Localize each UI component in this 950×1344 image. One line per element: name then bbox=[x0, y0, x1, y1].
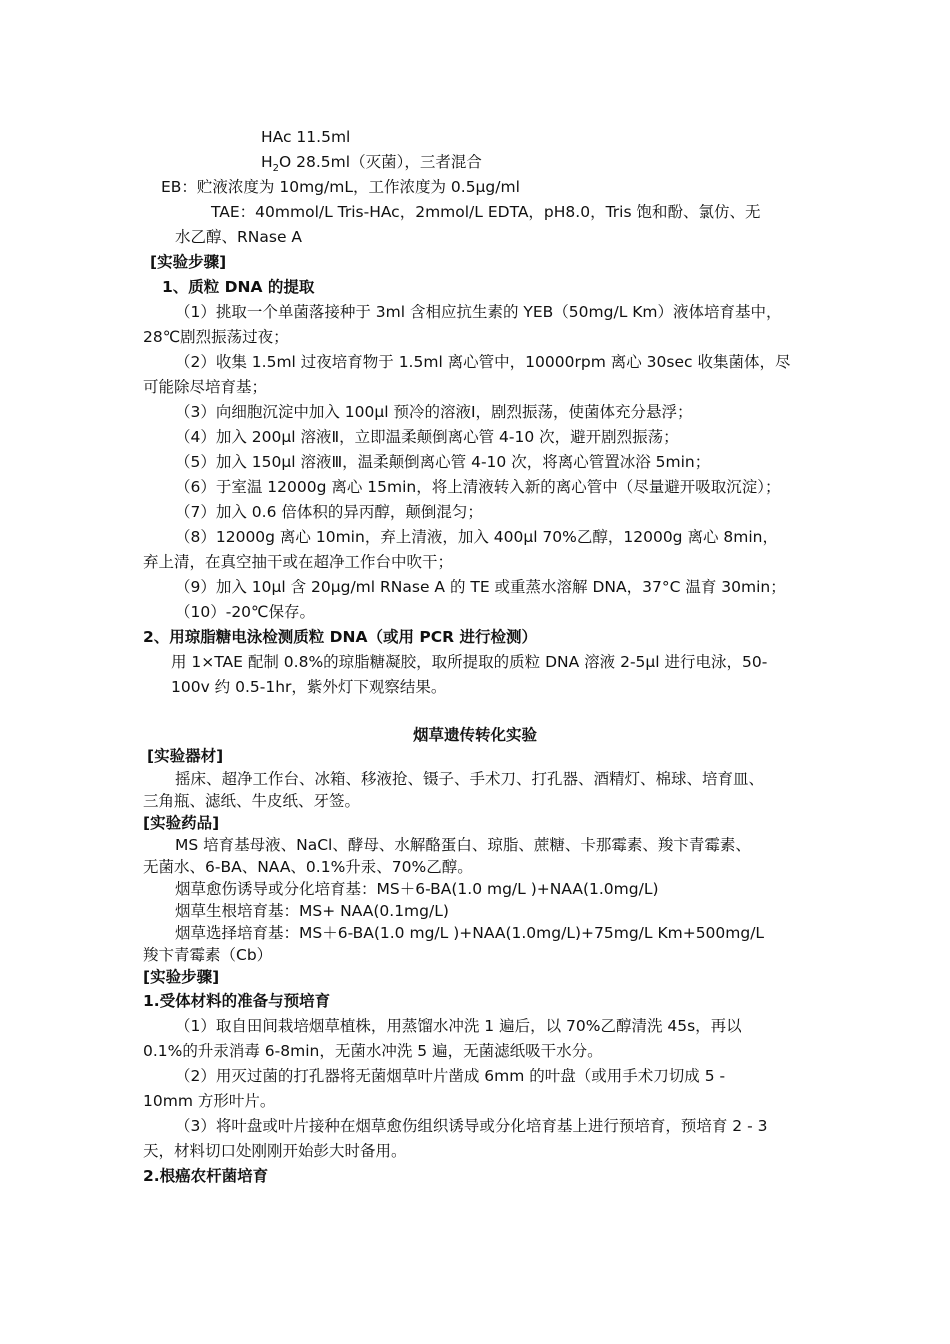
paragraph-line: 三角瓶、滤纸、牛皮纸、牙签。 bbox=[143, 792, 361, 810]
reagent-h2o: $H_2O$ 28.5ml（灭菌），三者混合 bbox=[261, 153, 482, 175]
step-line: （9）加入 10μl 含 20μg/ml RNase A 的 TE 或重蒸水溶解 DNA，37°C 温育 30min； bbox=[175, 578, 786, 596]
step-line: （3）向细胞沉淀中加入 100μl 预冷的溶液Ⅰ，剧烈振荡，使菌体充分悬浮； bbox=[175, 403, 693, 421]
step-line: 28℃剧烈振荡过夜； bbox=[143, 328, 289, 346]
steps-heading: [实验步骤] bbox=[150, 253, 227, 271]
step-line: （4）加入 200μl 溶液Ⅱ，立即温柔颠倒离心管 4-10 次，避开剧烈振荡； bbox=[175, 428, 679, 446]
subsection-title-explant-preparation: 1.受体材料的准备与预培育 bbox=[143, 992, 331, 1010]
reagent-tae-line-2: 水乙醇、RNase A bbox=[175, 228, 303, 246]
paragraph-line: 无菌水、6-BA、NAA、0.1%升汞、70%乙醇。 bbox=[143, 858, 473, 876]
subsection-title-agrobacterium-culture: 2.根癌农杆菌培育 bbox=[143, 1167, 269, 1185]
step-line: （5）加入 150μl 溶液Ⅲ，温柔颠倒离心管 4-10 次，将离心管置冰浴 5min； bbox=[175, 453, 711, 471]
reagents-heading: [实验药品] bbox=[143, 814, 220, 832]
subsection-title-electrophoresis: 2、用琼脂糖电泳检测质粒 DNA（或用 PCR 进行检测） bbox=[143, 628, 537, 646]
step-line: 天，材料切口处刚刚开始彭大时备用。 bbox=[143, 1142, 407, 1160]
paragraph-line: MS 培育基母液、NaCl、酵母、水解酪蛋白、琼脂、蔗糖、卡那霉素、羧卞青霉素、 bbox=[175, 836, 751, 854]
step-line: （3）将叶盘或叶片接种在烟草愈伤组织诱导或分化培育基上进行预培育，预培育 2 - 3 bbox=[175, 1117, 768, 1135]
reagent-tae-line-1: TAE：40mmol/L Tris-HAc，2mmol/L EDTA，pH8.0，Tris 饱和酚、氯仿、无 bbox=[211, 203, 761, 221]
medium-recipe-line: 烟草选择培育基：MS＋6-BA(1.0 mg/L )+NAA(1.0mg/L)+75mg/L Km+500mg/L bbox=[175, 924, 765, 942]
paragraph-line: 摇床、超净工作台、冰箱、移液抢、镊子、手术刀、打孔器、酒精灯、棉球、培育皿、 bbox=[175, 770, 765, 788]
subsection-title-plasmid-extraction: 1、质粒 DNA 的提取 bbox=[162, 278, 315, 296]
step-line: （1）挑取一个单菌落接种于 3ml 含相应抗生素的 YEB（50mg/L Km）液体培育基中， bbox=[175, 303, 782, 321]
medium-recipe-line: 羧卞青霉素（Cb） bbox=[143, 946, 273, 964]
step-line: 0.1%的升汞消毒 6-8min，无菌水冲洗 5 遍，无菌滤纸吸干水分。 bbox=[143, 1042, 603, 1060]
reagent-eb: EB：贮液浓度为 10mg/mL，工作浓度为 0.5μg/ml bbox=[161, 178, 520, 196]
section-title: 烟草遗传转化实验 bbox=[412, 726, 537, 744]
paragraph-line: 100v 约 0.5-1hr，紫外灯下观察结果。 bbox=[171, 678, 447, 696]
step-line: （7）加入 0.6 倍体积的异丙醇，颠倒混匀； bbox=[175, 503, 483, 521]
step-line: （1）取自田间栽培烟草植株，用蒸馏水冲洗 1 遍后，以 70%乙醇清洗 45s，再以 bbox=[175, 1017, 742, 1035]
reagent-hac: HAc 11.5ml bbox=[261, 128, 351, 146]
step-line: （6）于室温 12000g 离心 15min，将上清液转入新的离心管中（尽量避开吸取沉淀）； bbox=[175, 478, 781, 496]
step-line: （2）用灭过菌的打孔器将无菌烟草叶片凿成 6mm 的叶盘（或用手术刀切成 5 - bbox=[175, 1067, 726, 1085]
step-line: 可能除尽培育基； bbox=[143, 378, 268, 396]
step-line: 10mm 方形叶片。 bbox=[143, 1092, 276, 1110]
step-line: （10）-20℃保存。 bbox=[175, 603, 315, 621]
medium-recipe-line: 烟草愈伤诱导或分化培育基：MS＋6-BA(1.0 mg/L )+NAA(1.0mg/L) bbox=[175, 880, 659, 898]
equipment-heading: [实验器材] bbox=[147, 747, 224, 765]
step-line: （8）12000g 离心 10min，弃上清液，加入 400μl 70%乙醇，12000g 离心 8min， bbox=[175, 528, 778, 546]
paragraph-line: 用 1×TAE 配制 0.8%的琼脂糖凝胶，取所提取的质粒 DNA 溶液 2-5μl 进行电泳，50- bbox=[171, 653, 768, 671]
step-line: 弃上清，在真空抽干或在超净工作台中吹干； bbox=[143, 553, 454, 571]
step-line: （2）收集 1.5ml 过夜培育物于 1.5ml 离心管中，10000rpm 离心 30sec 收集菌体，尽 bbox=[175, 353, 791, 371]
steps-heading: [实验步骤] bbox=[143, 968, 220, 986]
medium-recipe-line: 烟草生根培育基：MS+ NAA(0.1mg/L) bbox=[175, 902, 449, 920]
